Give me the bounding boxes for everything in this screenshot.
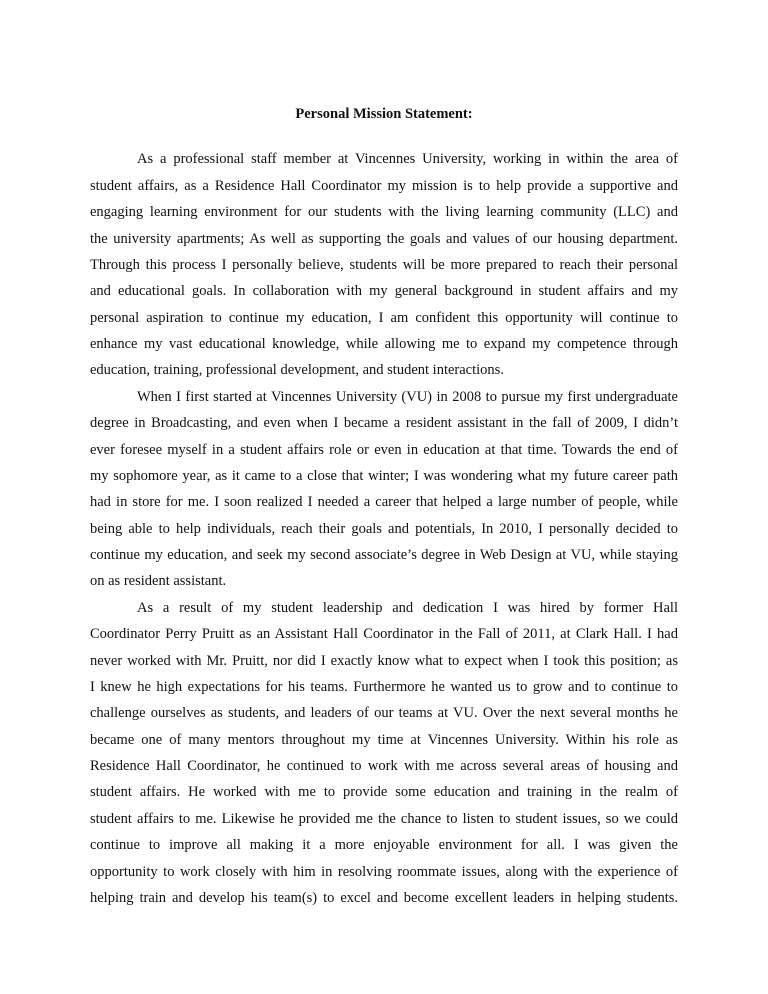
paragraph-line: enhance my vast educational knowledge, while allowing me to expand my competence through bbox=[90, 336, 678, 352]
paragraph-line: engaging learning environment for our students with the living learning community (LLC) and bbox=[90, 204, 678, 220]
paragraph-line: ever foresee myself in a student affairs role or even in education at that time. Towards the end of bbox=[90, 442, 678, 458]
paragraph-line: student affairs. He worked with me to provide some education and training in the realm of bbox=[90, 784, 678, 800]
paragraph-line: and educational goals. In collaboration with my general background in student affairs and my bbox=[90, 283, 678, 299]
paragraph-line: challenge ourselves as students, and leaders of our teams at VU. Over the next several months he bbox=[90, 705, 678, 721]
paragraph-line: Residence Hall Coordinator, he continued to work with me across several areas of housing and bbox=[90, 758, 678, 774]
paragraph-line: education, training, professional development, and student interactions. bbox=[90, 362, 504, 378]
paragraph-line: Coordinator Perry Pruitt as an Assistant Hall Coordinator in the Fall of 2011, at Clark Hall. I had bbox=[90, 626, 678, 642]
paragraph-line: helping train and develop his team(s) to excel and become excellent leaders in helping students. bbox=[90, 890, 678, 906]
paragraph-line: I knew he high expectations for his teams. Furthermore he wanted us to grow and to continue to bbox=[90, 679, 678, 695]
paragraph-line: became one of many mentors throughout my time at Vincennes University. Within his role as bbox=[90, 732, 678, 748]
paragraph-line: on as resident assistant. bbox=[90, 573, 227, 589]
paragraph-line: degree in Broadcasting, and even when I became a resident assistant in the fall of 2009, I didn’t bbox=[90, 415, 678, 431]
paragraph-line: never worked with Mr. Pruitt, nor did I exactly know what to expect when I took this position; as bbox=[90, 653, 678, 669]
paragraph-line: being able to help individuals, reach their goals and potentials, In 2010, I personally decided to bbox=[90, 521, 678, 537]
paragraph-line: continue to improve all making it a more enjoyable environment for all. I was given the bbox=[90, 837, 678, 853]
paragraph-line: continue my education, and seek my second associate’s degree in Web Design at VU, while staying bbox=[90, 547, 678, 563]
paragraph-line: had in store for me. I soon realized I needed a career that helped a large number of people, while bbox=[90, 494, 678, 510]
paragraph-line: my sophomore year, as it came to a close that winter; I was wondering what my future career path bbox=[90, 468, 678, 484]
paragraph-line: opportunity to work closely with him in resolving roommate issues, along with the experience of bbox=[90, 864, 678, 880]
paragraph-line: the university apartments; As well as supporting the goals and values of our housing department. bbox=[90, 231, 678, 247]
paragraph-line: When I first started at Vincennes University (VU) in 2008 to pursue my first undergraduate bbox=[137, 389, 678, 405]
paragraph-line: student affairs to me. Likewise he provided me the chance to listen to student issues, so we could bbox=[90, 811, 678, 827]
paragraph-line: Through this process I personally believe, students will be more prepared to reach their personal bbox=[90, 257, 678, 273]
paragraph-line: As a result of my student leadership and dedication I was hired by former Hall bbox=[137, 600, 678, 616]
paragraph-line: student affairs, as a Residence Hall Coordinator my mission is to help provide a supportive and bbox=[90, 178, 678, 194]
page-title: Personal Mission Statement: bbox=[295, 106, 473, 122]
paragraph-line: personal aspiration to continue my education, I am confident this opportunity will continue to bbox=[90, 310, 678, 326]
paragraph-line: As a professional staff member at Vincennes University, working in within the area of bbox=[137, 151, 678, 167]
